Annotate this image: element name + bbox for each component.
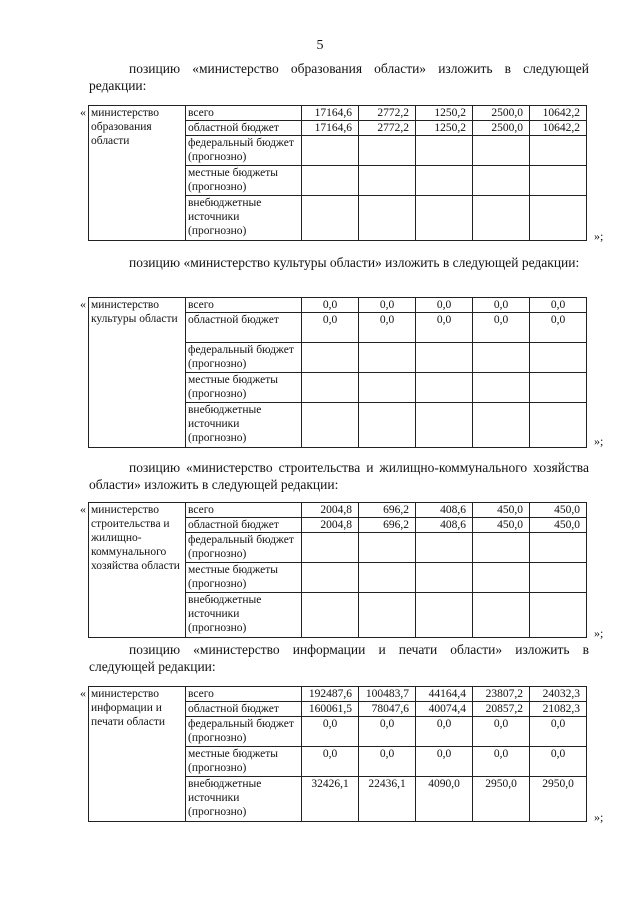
value-cell: 0,0	[530, 298, 587, 313]
value-cell: 696,2	[359, 518, 416, 533]
value-cell: 0,0	[530, 747, 587, 777]
value-cell: 23807,2	[473, 687, 530, 702]
value-cell: 696,2	[359, 503, 416, 518]
table-row	[89, 687, 587, 702]
value-cell: 0,0	[473, 313, 530, 343]
value-cell	[302, 343, 359, 373]
value-cell: 21082,3	[530, 702, 587, 717]
value-cell	[473, 403, 530, 448]
agency-cell: министерство строительства и жилищно-коммунального хозяйства области	[89, 503, 186, 638]
value-cell: 160061,5	[302, 702, 359, 717]
row-label: федеральный бюджет (прогнозно)	[186, 533, 302, 563]
value-cell: 2772,2	[359, 106, 416, 121]
value-cell: 17164,6	[302, 121, 359, 136]
table-row	[89, 503, 587, 518]
value-cell	[302, 533, 359, 563]
value-cell: 10642,2	[530, 106, 587, 121]
value-cell	[473, 593, 530, 638]
value-cell: 0,0	[416, 747, 473, 777]
open-quote: «	[80, 502, 86, 516]
value-cell	[359, 533, 416, 563]
value-cell: 192487,6	[302, 687, 359, 702]
value-cell: 44164,4	[416, 687, 473, 702]
value-cell	[416, 373, 473, 403]
budget-table	[88, 686, 587, 822]
value-cell	[302, 563, 359, 593]
value-cell: 24032,3	[530, 687, 587, 702]
value-cell	[473, 166, 530, 196]
row-label: местные бюджеты (прогнозно)	[186, 166, 302, 196]
value-cell	[530, 166, 587, 196]
value-cell: 450,0	[530, 518, 587, 533]
value-cell: 0,0	[302, 298, 359, 313]
value-cell	[416, 563, 473, 593]
row-label: областной бюджет	[186, 121, 302, 136]
value-cell: 4090,0	[416, 777, 473, 822]
value-cell: 0,0	[359, 717, 416, 747]
value-cell: 2004,8	[302, 518, 359, 533]
value-cell: 0,0	[473, 717, 530, 747]
open-quote: «	[80, 686, 86, 700]
value-cell	[530, 136, 587, 166]
page-number: 5	[316, 38, 324, 53]
value-cell	[530, 563, 587, 593]
value-cell: 450,0	[473, 503, 530, 518]
row-label: федеральный бюджет (прогнозно)	[186, 136, 302, 166]
value-cell	[302, 403, 359, 448]
value-cell	[359, 373, 416, 403]
value-cell	[359, 403, 416, 448]
budget-table	[88, 105, 587, 241]
value-cell	[302, 196, 359, 241]
value-cell	[530, 373, 587, 403]
row-label: местные бюджеты (прогнозно)	[186, 373, 302, 403]
close-quote: »;	[594, 434, 604, 448]
value-cell: 40074,4	[416, 702, 473, 717]
value-cell	[416, 166, 473, 196]
value-cell	[359, 343, 416, 373]
close-quote: »;	[594, 810, 604, 824]
value-cell: 0,0	[359, 313, 416, 343]
value-cell: 0,0	[416, 313, 473, 343]
section-intro: позицию «министерство строительства и жилищно-коммунального хозяйства области» изложить в следующей редакции:	[89, 460, 589, 492]
table-row	[89, 298, 587, 313]
value-cell	[302, 593, 359, 638]
value-cell	[416, 403, 473, 448]
value-cell	[416, 196, 473, 241]
value-cell	[473, 136, 530, 166]
value-cell: 2950,0	[530, 777, 587, 822]
value-cell: 2500,0	[473, 106, 530, 121]
row-label: внебюджетные источники (прогнозно)	[186, 777, 302, 822]
agency-cell: министерство образования области	[89, 106, 186, 241]
value-cell: 22436,1	[359, 777, 416, 822]
row-label: областной бюджет	[186, 313, 302, 343]
value-cell	[530, 593, 587, 638]
value-cell	[416, 343, 473, 373]
value-cell	[530, 343, 587, 373]
value-cell	[473, 373, 530, 403]
budget-table	[88, 297, 587, 448]
row-label: областной бюджет	[186, 702, 302, 717]
value-cell	[473, 343, 530, 373]
agency-cell: министерство информации и печати области	[89, 687, 186, 822]
value-cell	[359, 593, 416, 638]
row-label: всего	[186, 687, 302, 702]
value-cell: 20857,2	[473, 702, 530, 717]
section-intro: позицию «министерство информации и печати области» изложить в следующей редакции:	[89, 642, 589, 674]
value-cell: 32426,1	[302, 777, 359, 822]
value-cell	[302, 166, 359, 196]
budget-table	[88, 502, 587, 638]
value-cell	[473, 563, 530, 593]
section-intro: позицию «министерство образования области» изложить в следующей редакции:	[89, 61, 589, 93]
value-cell: 450,0	[473, 518, 530, 533]
value-cell	[473, 533, 530, 563]
row-label: всего	[186, 298, 302, 313]
table-row	[89, 106, 587, 121]
row-label: всего	[186, 503, 302, 518]
value-cell: 408,6	[416, 503, 473, 518]
row-label: областной бюджет	[186, 518, 302, 533]
value-cell	[359, 563, 416, 593]
row-label: федеральный бюджет (прогнозно)	[186, 717, 302, 747]
value-cell: 0,0	[530, 313, 587, 343]
value-cell: 1250,2	[416, 106, 473, 121]
close-quote: »;	[594, 229, 604, 243]
value-cell: 1250,2	[416, 121, 473, 136]
agency-cell: министерство культуры области	[89, 298, 186, 448]
value-cell: 17164,6	[302, 106, 359, 121]
open-quote: «	[80, 297, 86, 311]
section-intro: позицию «министерство культуры области» изложить в следующей редакции:	[129, 255, 580, 270]
value-cell: 0,0	[416, 717, 473, 747]
value-cell	[473, 196, 530, 241]
value-cell	[359, 136, 416, 166]
value-cell	[530, 196, 587, 241]
row-label: внебюджетные источники (прогнозно)	[186, 593, 302, 638]
value-cell: 450,0	[530, 503, 587, 518]
value-cell	[530, 533, 587, 563]
value-cell: 0,0	[302, 747, 359, 777]
value-cell: 0,0	[359, 298, 416, 313]
value-cell: 408,6	[416, 518, 473, 533]
row-label: местные бюджеты (прогнозно)	[186, 563, 302, 593]
value-cell	[416, 533, 473, 563]
value-cell	[416, 593, 473, 638]
value-cell: 0,0	[473, 298, 530, 313]
row-label: местные бюджеты (прогнозно)	[186, 747, 302, 777]
value-cell: 2772,2	[359, 121, 416, 136]
value-cell: 2500,0	[473, 121, 530, 136]
value-cell	[359, 166, 416, 196]
value-cell: 0,0	[416, 298, 473, 313]
value-cell	[302, 136, 359, 166]
value-cell	[416, 136, 473, 166]
open-quote: «	[80, 105, 86, 119]
value-cell	[302, 373, 359, 403]
value-cell: 78047,6	[359, 702, 416, 717]
value-cell: 2950,0	[473, 777, 530, 822]
value-cell: 2004,8	[302, 503, 359, 518]
row-label: всего	[186, 106, 302, 121]
value-cell	[359, 196, 416, 241]
value-cell: 10642,2	[530, 121, 587, 136]
close-quote: »;	[594, 626, 604, 640]
value-cell: 0,0	[530, 717, 587, 747]
row-label: внебюджетные источники (прогнозно)	[186, 403, 302, 448]
value-cell	[530, 403, 587, 448]
value-cell: 0,0	[359, 747, 416, 777]
value-cell: 0,0	[302, 313, 359, 343]
value-cell: 0,0	[473, 747, 530, 777]
value-cell: 100483,7	[359, 687, 416, 702]
row-label: внебюджетные источники (прогнозно)	[186, 196, 302, 241]
row-label: федеральный бюджет (прогнозно)	[186, 343, 302, 373]
value-cell: 0,0	[302, 717, 359, 747]
